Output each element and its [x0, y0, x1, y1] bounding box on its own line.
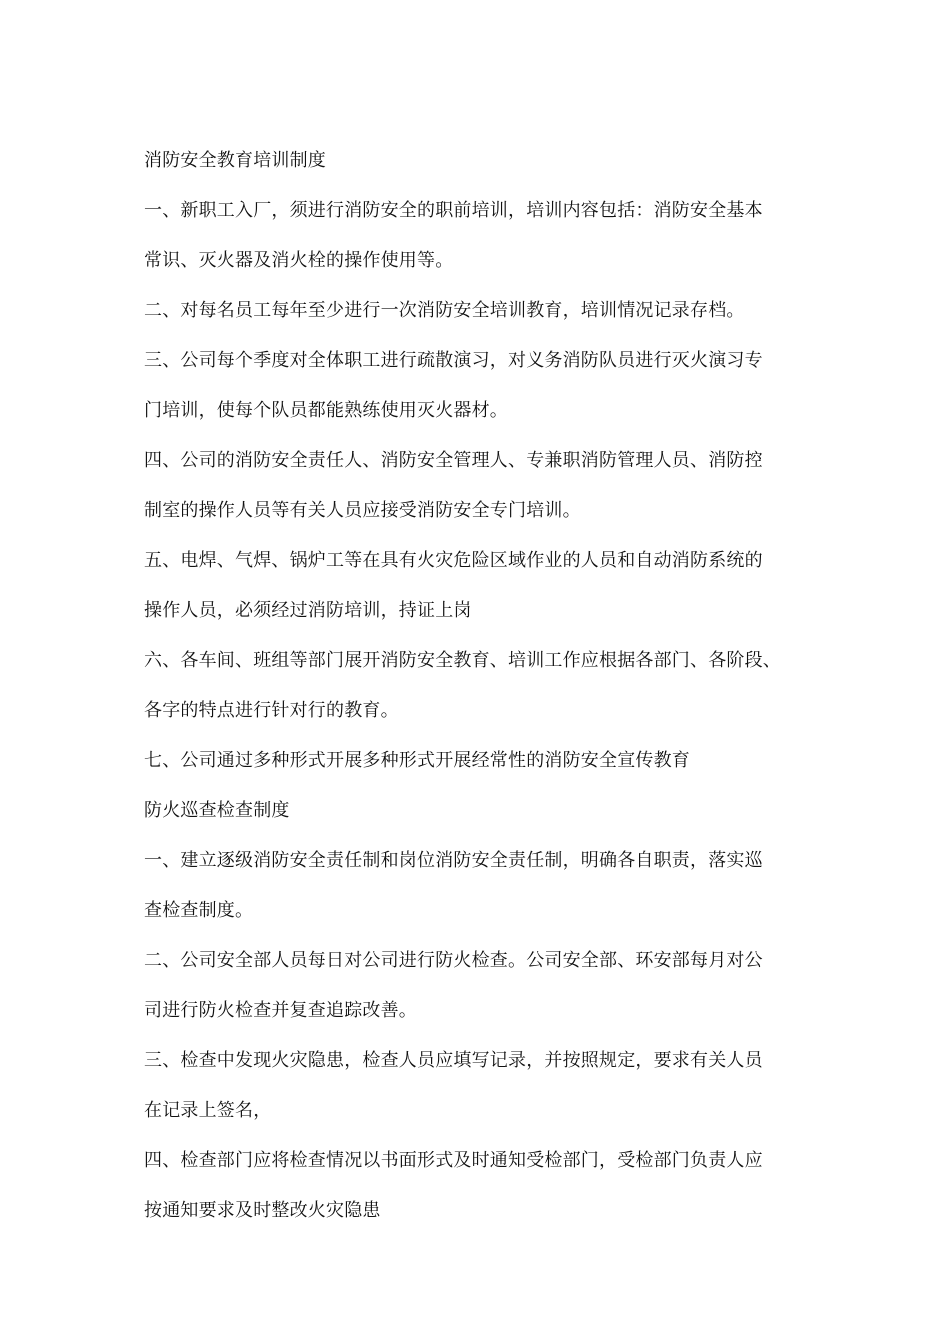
patrol-line-1: 一、建立逐级消防安全责任制和岗位消防安全责任制，明确各自职责，落实巡 [144, 850, 763, 871]
patrol-line-4: 司进行防火检查并复查追踪改善。 [144, 1000, 417, 1021]
document-body [144, 136, 824, 1236]
patrol-line-8: 按通知要求及时整改火灾隐患 [144, 1200, 381, 1221]
education-line-8: 五、电焊、气焊、锅炉工等在具有火灾危险区域作业的人员和自动消防系统的 [144, 550, 763, 571]
patrol-line-3: 二、公司安全部人员每日对公司进行防火检查。公司安全部、环安部每月对公 [144, 950, 763, 971]
section-title-fire-patrol: 防火巡查检查制度 [144, 800, 290, 821]
patrol-line-7: 四、检查部门应将检查情况以书面形式及时通知受检部门，受检部门负责人应 [144, 1150, 763, 1171]
education-line-5: 门培训，使每个队员都能熟练使用灭火器材。 [144, 400, 508, 421]
patrol-line-5: 三、检查中发现火灾隐患，检查人员应填写记录，并按照规定，要求有关人员 [144, 1050, 763, 1071]
education-line-6: 四、公司的消防安全责任人、消防安全管理人、专兼职消防管理人员、消防控 [144, 450, 763, 471]
education-line-9: 操作人员，必须经过消防培训，持证上岗 [144, 600, 472, 621]
section-title-fire-education: 消防安全教育培训制度 [144, 150, 326, 171]
patrol-line-2: 查检查制度。 [144, 900, 254, 921]
education-line-12: 七、公司通过多种形式开展多种形式开展经常性的消防安全宣传教育 [144, 750, 690, 771]
education-line-4: 三、公司每个季度对全体职工进行疏散演习，对义务消防队员进行灭火演习专 [144, 350, 763, 371]
education-line-3: 二、对每名员工每年至少进行一次消防安全培训教育，培训情况记录存档。 [144, 300, 745, 321]
education-line-1: 一、新职工入厂，须进行消防安全的职前培训，培训内容包括：消防安全基本 [144, 200, 763, 221]
education-line-2: 常识、灭火器及消火栓的操作使用等。 [144, 250, 454, 271]
education-line-10: 六、各车间、班组等部门展开消防安全教育、培训工作应根据各部门、各阶段、 [144, 650, 781, 671]
education-line-7: 制室的操作人员等有关人员应接受消防安全专门培训。 [144, 500, 581, 521]
education-line-11: 各字的特点进行针对行的教育。 [144, 700, 399, 721]
patrol-line-6: 在记录上签名， [144, 1100, 272, 1121]
